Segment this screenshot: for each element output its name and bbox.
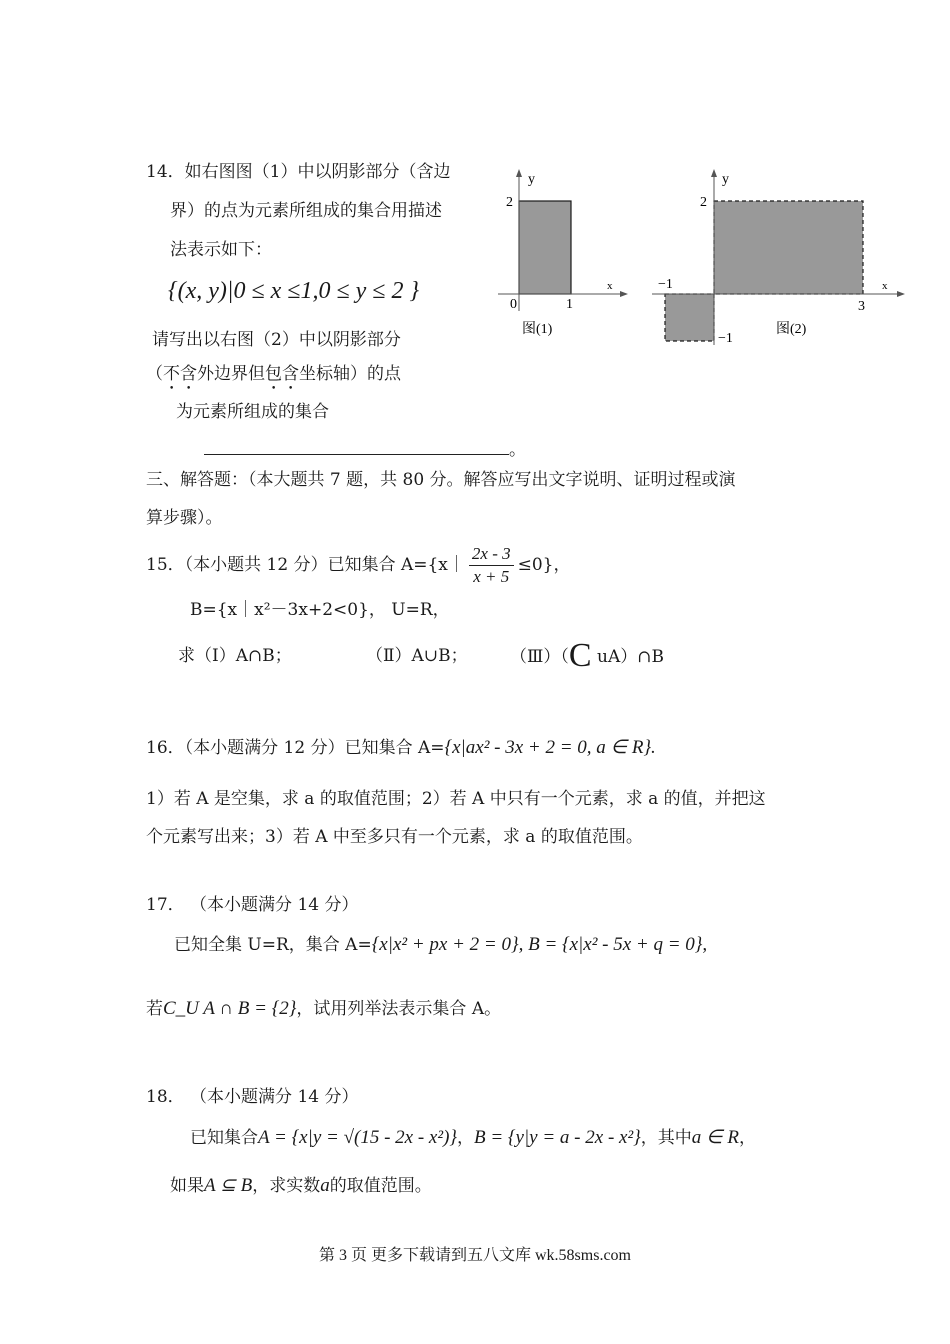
q18-line-2: 已知集合A = {x|y = √(15 - 2x - x²)}，B = {y|y = a - 2x - x²}，其中a ∈ R， [190, 1127, 756, 1148]
fig1-tick-2: 2 [506, 195, 513, 210]
q18-set-a: A = {x|y = √(15 - 2x - x²)} [258, 1127, 457, 1148]
q17-line-3: 若C_U A ∩ B = {2}，试用列举法表示集合 A。 [146, 998, 502, 1019]
fig2-tick-x-minus1: −1 [658, 277, 673, 292]
fig2-x-label: x [882, 280, 888, 292]
fig1-shaded-region [519, 201, 571, 294]
fig2-tick-3: 3 [858, 299, 865, 314]
q18-head: 18． （本小题满分 14 分） [146, 1087, 359, 1107]
q14-line-1: 14．如右图图（1）中以阴影部分（含边 [146, 162, 451, 182]
q14-line-4: 请写出以右图（2）中以阴影部分 [152, 330, 401, 350]
section-3-line-1: 三、解答题：（本大题共 7 题，共 80 分。解答应写出文字说明、证明过程或演 [146, 470, 736, 490]
q18-subset: A ⊆ B [204, 1175, 253, 1196]
q18-var-a: a [320, 1175, 330, 1196]
q14-line-2: 界）的点为元素所组成的集合用描述 [170, 201, 442, 221]
q17-line-2: 已知全集 U=R，集合 A={x|x² + px + 2 = 0}, B = {x|x² - 5x + q = 0}, [174, 934, 708, 955]
q15-head: 15．（本小题共 12 分）已知集合 A={x｜ $\frac{2x - 3}{x + 5}$ ≤0}， [146, 544, 571, 586]
q14-line-3: 法表示如下： [170, 240, 272, 260]
page-footer: 第 3 页 更多下载请到五八文库 wk.58sms.com [318, 1247, 631, 1264]
q14-line-6: 为元素所组成的集合 [176, 402, 329, 422]
q18-line-3: 如果A ⊆ B，求实数a的取值范围。 [170, 1175, 432, 1196]
fig2-y-label: y [722, 172, 729, 187]
q14-answer-line: 。 [204, 436, 526, 462]
q15-part-2: （Ⅱ）A∪B； [366, 646, 468, 666]
figure-1 [494, 165, 634, 345]
q18-a-in-r: a ∈ R [691, 1127, 739, 1148]
fig1-caption: 图(1) [522, 322, 553, 337]
q18-set-b: B = {y|y = a - 2x - x²} [474, 1127, 641, 1148]
fig2-caption: 图(2) [776, 322, 807, 337]
fig1-y-label: y [528, 172, 535, 187]
fig1-tick-1: 1 [566, 297, 573, 312]
q15-part-3: （Ⅲ）（C uA）∩B [510, 637, 664, 674]
fig1-x-label: x [607, 280, 613, 292]
q16-head: 16．（本小题满分 12 分）已知集合 A={x|ax² - 3x + 2 = 0, a ∈ R}. [146, 737, 656, 758]
q15-fraction: $\frac{2x - 3}{x + 5}$ [469, 543, 514, 588]
complement-symbol: C [568, 637, 592, 674]
q15-part-1: 求（Ⅰ）A∩B； [178, 646, 292, 666]
q17-formula: {x|x² + px + 2 = 0}, B = {x|x² - 5x + q = 0}, [371, 934, 708, 955]
q16-line-3: 个元素写出来；3）若 A 中至多只有一个元素，求 a 的取值范围。 [146, 827, 643, 847]
q17-condition: C_U A ∩ B = {2} [163, 998, 297, 1019]
figure-2 [648, 165, 913, 350]
fig2-shaded-lower [665, 294, 714, 341]
fig2-tick-2: 2 [700, 195, 707, 210]
fig2-shaded-upper [714, 201, 863, 294]
q14-formula: {(x, y)|0 ≤ x ≤1,0 ≤ y ≤ 2 } [168, 278, 420, 304]
emphasis-included: 包含 [265, 364, 299, 384]
q16-line-2: 1）若 A 是空集，求 a 的取值范围；2）若 A 中只有一个元素，求 a 的值，并把这 [146, 789, 766, 809]
q14-line-5: （不含外边界但包含坐标轴）的点 [146, 364, 401, 384]
fig2-tick-y-minus1: −1 [718, 331, 733, 346]
fig1-tick-0: 0 [510, 297, 517, 312]
emphasis-not-included: 不含 [163, 364, 197, 384]
q16-formula: {x|ax² - 3x + 2 = 0, a ∈ R}. [444, 737, 656, 758]
section-3-line-2: 算步骤）。 [146, 508, 223, 528]
answer-blank [204, 436, 509, 455]
q17-head: 17． （本小题满分 14 分） [146, 895, 359, 915]
q15-line-2: B={x｜x²－3x+2<0}， U=R， [190, 600, 450, 620]
